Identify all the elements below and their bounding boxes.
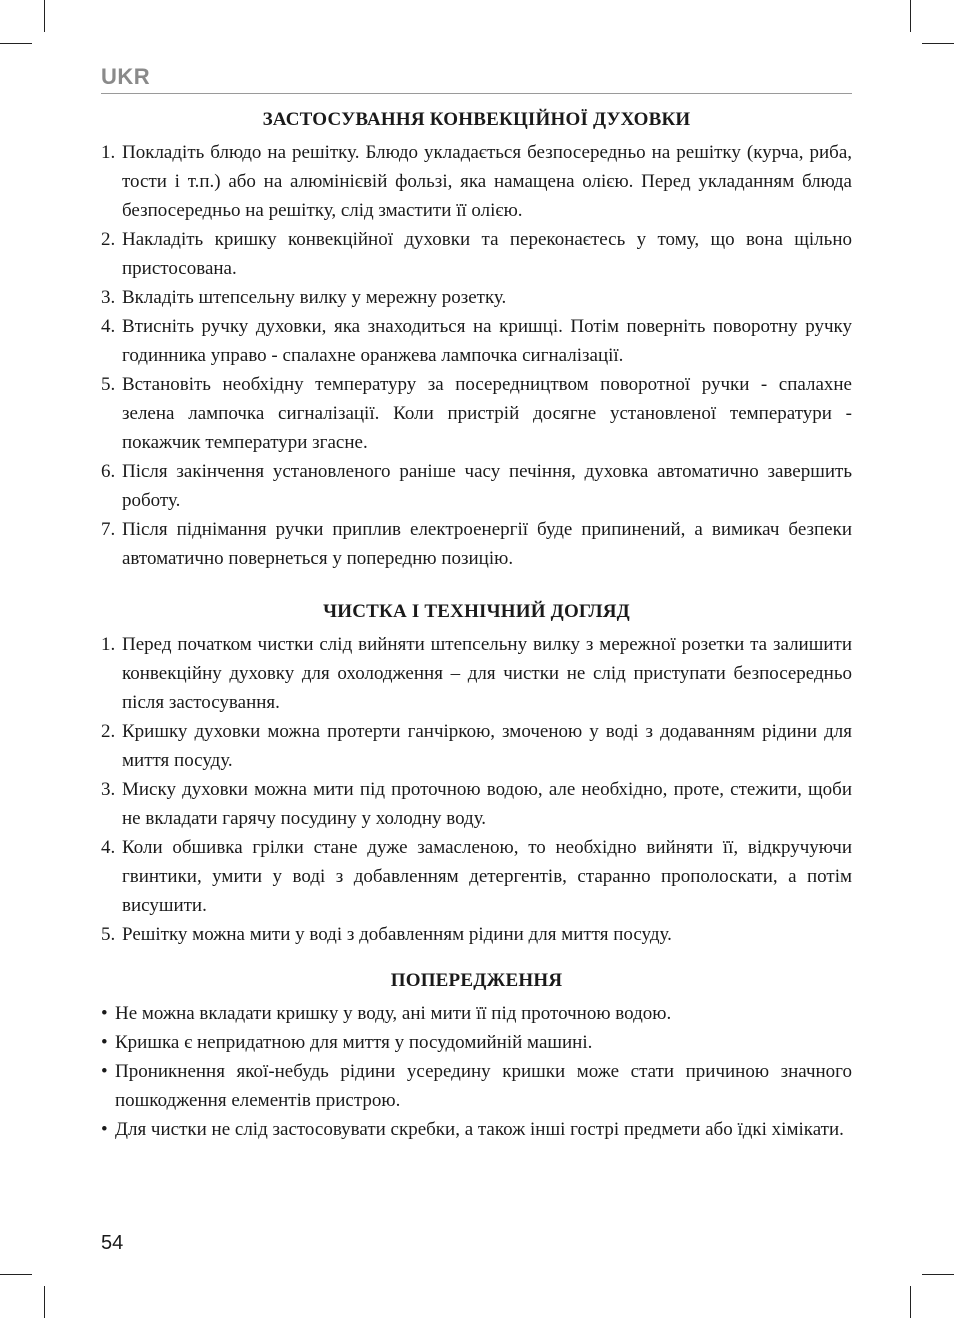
page-number: 54 (101, 1232, 124, 1254)
section-spacer (101, 573, 852, 597)
usage-list (101, 138, 852, 573)
list-item (101, 312, 852, 370)
item-text: Накладіть кришку конвекційної духовки та переконаєтесь у тому, що вона щільно пристосована. (122, 229, 852, 279)
item-text: Вкладіть штепсельну вилку у мережну розетку. (122, 287, 507, 308)
list-item (101, 717, 852, 775)
list-item (101, 1115, 852, 1144)
list-item (101, 920, 852, 949)
item-number: 2. (101, 721, 116, 742)
item-number: 4. (101, 316, 116, 337)
list-item (101, 999, 852, 1028)
item-text: Коли обшивка грілки стане дуже замасленою, то необхідно вийняти її, відкручуючи гвинтики, умити у воді з добавленням детергентів, старанно прополоскати, а потім висушити. (122, 837, 852, 916)
item-text: Решітку можна мити у воді з добавленням рідини для миття посуду. (122, 924, 672, 945)
list-item (101, 370, 852, 457)
item-number: 1. (101, 634, 116, 655)
item-number: 2. (101, 229, 116, 250)
item-number: 3. (101, 287, 116, 308)
crop-mark (44, 1286, 45, 1318)
section-title-warnings: ПОПЕРЕДЖЕННЯ (390, 970, 563, 991)
item-number: 5. (101, 374, 116, 395)
item-number: 1. (101, 142, 116, 163)
list-item (101, 515, 852, 573)
bullet-marker: • (101, 1061, 108, 1082)
item-number: 7. (101, 519, 116, 540)
list-item (101, 1028, 852, 1057)
section-title-cleaning: ЧИСТКА І ТЕХНІЧНИЙ ДОГЛЯД (323, 601, 630, 622)
item-text: Після закінчення установленого раніше часу печіння, духовка автоматично завершить роботу. (122, 461, 852, 511)
item-text: Встановіть необхідну температуру за посередництвом поворотної ручки - спалахне зелена лампочка сигналізації. Коли пристрій досягне установленої температури - покажчик температури згасне. (122, 374, 852, 453)
list-item (101, 833, 852, 920)
section-title-usage: ЗАСТОСУВАННЯ КОНВЕКЦІЙНОЇ ДУХОВКИ (262, 109, 691, 130)
item-number: 4. (101, 837, 116, 858)
crop-mark (910, 0, 911, 32)
crop-mark (922, 1274, 954, 1275)
item-number: 3. (101, 779, 116, 800)
crop-mark (922, 43, 954, 44)
crop-mark (0, 43, 32, 44)
list-item (101, 630, 852, 717)
list-item (101, 225, 852, 283)
item-text: Для чистки не слід застосовувати скребки, а також інші гострі предмети або їдкі хімікати. (115, 1119, 844, 1140)
bullet-marker: • (101, 1032, 108, 1053)
item-text: Перед початком чистки слід вийняти штепсельну вилку з мережної розетки та залишити конвекційну духовку для охолодження – для чистки не слід приступати безпосередньо після застосування. (122, 634, 852, 713)
item-text: Кришку духовки можна протерти ганчіркою, змоченою у воді з додаванням рідини для миття посуду. (122, 721, 852, 771)
item-number: 5. (101, 924, 116, 945)
item-number: 6. (101, 461, 116, 482)
bullet-marker: • (101, 1119, 108, 1140)
item-text: Втисніть ручку духовки, яка знаходиться на кришці. Потім поверніть поворотну ручку годинника управо - спалахне оранжева лампочка сигналізації. (122, 316, 852, 366)
warnings-list (101, 999, 852, 1144)
list-item (101, 283, 852, 312)
list-item (101, 138, 852, 225)
cleaning-list (101, 630, 852, 949)
bullet-marker: • (101, 1003, 108, 1024)
item-text: Миску духовки можна мити під проточною водою, але необхідно, проте, стежити, щоби не вкладати гарячу посудину у холодну воду. (122, 779, 852, 829)
header-rule (101, 93, 852, 94)
item-text: Кришка є непридатною для миття у посудомийній машині. (115, 1032, 593, 1053)
crop-mark (44, 0, 45, 32)
crop-mark (910, 1286, 911, 1318)
section-spacer (101, 949, 852, 966)
item-text: Покладіть блюдо на решітку. Блюдо укладається безпосередньо на решітку (курча, риба, тости і т.п.) або на алюмінієвій фользі, яка намащена олією. Перед укладанням блюда безпосередньо на решітку, слід змастити її олією. (122, 142, 852, 221)
crop-mark (0, 1274, 32, 1275)
list-item (101, 775, 852, 833)
list-item (101, 457, 852, 515)
item-text: Не можна вкладати кришку у воду, ані мити її під проточною водою. (115, 1003, 672, 1024)
item-text: Проникнення якої-небудь рідини усередину кришки може стати причиною значного пошкодження елементів пристрою. (115, 1061, 852, 1111)
language-label: UKR (101, 64, 151, 89)
page-content (101, 105, 852, 1144)
list-item (101, 1057, 852, 1115)
item-text: Після піднімання ручки приплив електроенергії буде припинений, а вимикач безпеки автоматично повернеться у попередню позицію. (122, 519, 852, 569)
